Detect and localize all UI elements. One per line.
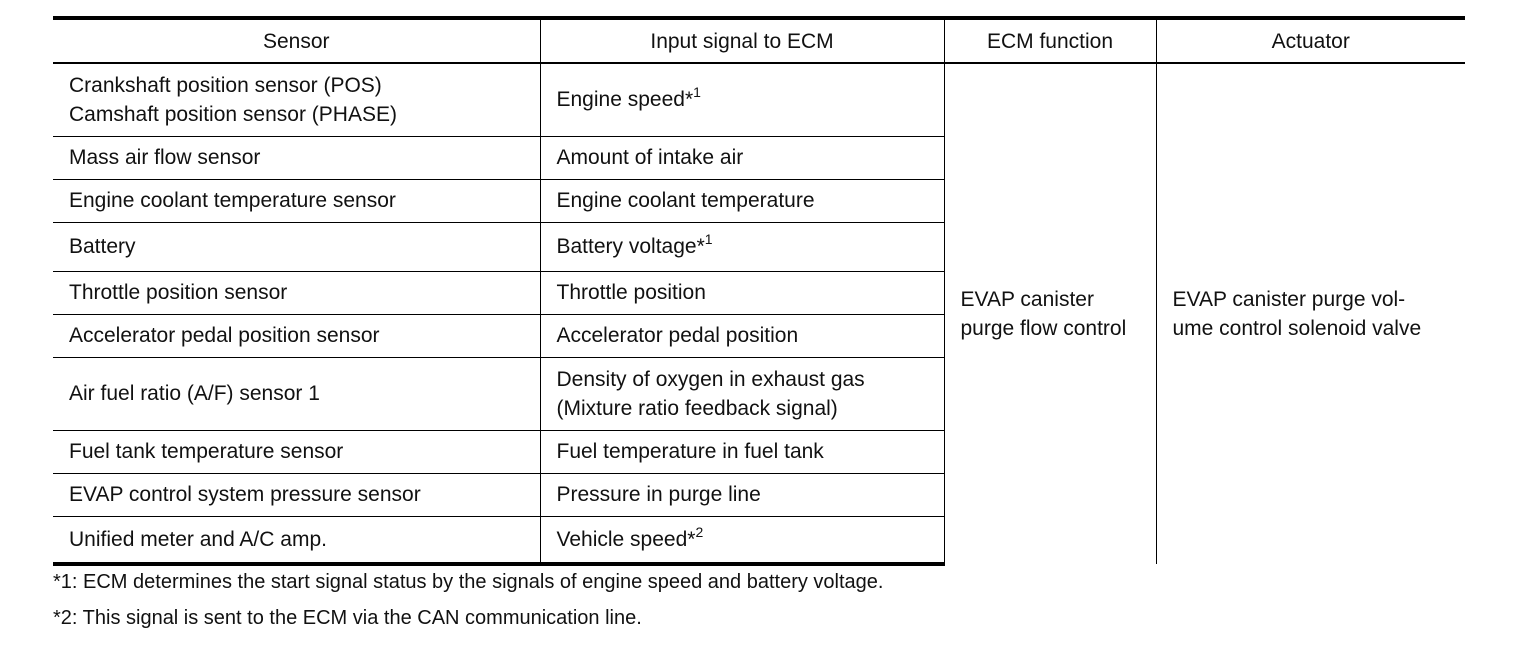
sensor-line: Accelerator pedal position sensor [69, 324, 380, 347]
signal-text: Fuel temperature in fuel tank [556, 440, 824, 463]
ecm-function-line: EVAP canister [960, 288, 1094, 311]
sensor-cell [53, 430, 540, 473]
sensor-line: Camshaft position sensor (PHASE) [69, 102, 397, 126]
signal-line [557, 278, 944, 307]
table-body [53, 63, 1465, 564]
sensor-line: EVAP control system pressure sensor [69, 483, 421, 506]
signal-text: Battery voltage* [556, 235, 705, 258]
sensor-cell [53, 473, 540, 516]
signal-line [557, 365, 944, 394]
input-signal-cell [540, 516, 944, 564]
input-signal-cell [540, 314, 944, 357]
header-sensor: Sensor [53, 18, 540, 63]
header-row [53, 18, 1465, 63]
header-ecm-function: ECM function [944, 18, 1156, 63]
input-signal-cell [540, 357, 944, 430]
signal-line [557, 321, 944, 350]
signal-text: Engine coolant temperature [556, 189, 815, 212]
header-actuator: Actuator [1156, 18, 1465, 63]
signal-line [557, 143, 944, 172]
input-signal-cell [540, 179, 944, 222]
sensor-line: Throttle position sensor [69, 281, 288, 304]
sensor-line: Fuel tank temperature sensor [69, 440, 344, 463]
sensor-cell [53, 179, 540, 222]
signal-text: Density of oxygen in exhaust gas [556, 367, 865, 391]
input-signal-cell [540, 136, 944, 179]
signal-line [557, 480, 944, 509]
ecm-function-line: purge flow control [960, 317, 1127, 340]
footnote-1: *1: ECM determines the start signal status by the signals of engine speed and battery voltage. [53, 571, 884, 593]
actuator-line: EVAP canister purge vol- [1172, 288, 1406, 311]
signal-line [557, 525, 944, 554]
sensor-table [53, 16, 1465, 566]
input-signal-cell [540, 63, 944, 136]
ecm-function-cell [944, 63, 1156, 564]
signal-text: Amount of intake air [556, 146, 744, 169]
sensor-line: Battery [69, 235, 136, 258]
sensor-line: Unified meter and A/C amp. [69, 527, 327, 551]
signal-line [557, 186, 944, 215]
signal-text: Vehicle speed* [556, 527, 696, 551]
actuator-cell [1156, 63, 1465, 564]
sensor-line: Crankshaft position sensor (POS) [69, 73, 382, 97]
sensor-cell [53, 63, 540, 136]
signal-line [557, 232, 944, 261]
sensor-cell [53, 357, 540, 430]
signal-text: (Mixture ratio feedback signal) [556, 396, 838, 420]
footnote-marker: 1 [704, 231, 713, 247]
signal-text: Engine speed* [556, 88, 694, 112]
sensor-cell [53, 271, 540, 314]
signal-line [557, 394, 944, 423]
sensor-cell [53, 136, 540, 179]
sensor-line: Mass air flow sensor [69, 146, 261, 169]
signal-text: Pressure in purge line [556, 483, 761, 506]
signal-line [557, 85, 944, 114]
actuator-line: ume control solenoid valve [1172, 317, 1422, 340]
footnote-marker: 1 [693, 84, 701, 101]
signal-text: Throttle position [556, 281, 706, 304]
footnote-marker: 2 [695, 523, 704, 540]
signal-line [557, 437, 944, 466]
footnote-2: *2: This signal is sent to the ECM via the CAN communication line. [53, 607, 642, 629]
header-input-signal: Input signal to ECM [540, 18, 944, 63]
sensor-line: Air fuel ratio (A/F) sensor 1 [69, 382, 320, 405]
sensor-line: Engine coolant temperature sensor [69, 189, 396, 212]
table-row [53, 63, 1465, 136]
signal-text: Accelerator pedal position [556, 324, 799, 347]
input-signal-cell [540, 222, 944, 271]
sensor-cell [53, 516, 540, 564]
input-signal-cell [540, 271, 944, 314]
input-signal-cell [540, 473, 944, 516]
sensor-cell [53, 222, 540, 271]
input-signal-cell [540, 430, 944, 473]
sensor-cell [53, 314, 540, 357]
